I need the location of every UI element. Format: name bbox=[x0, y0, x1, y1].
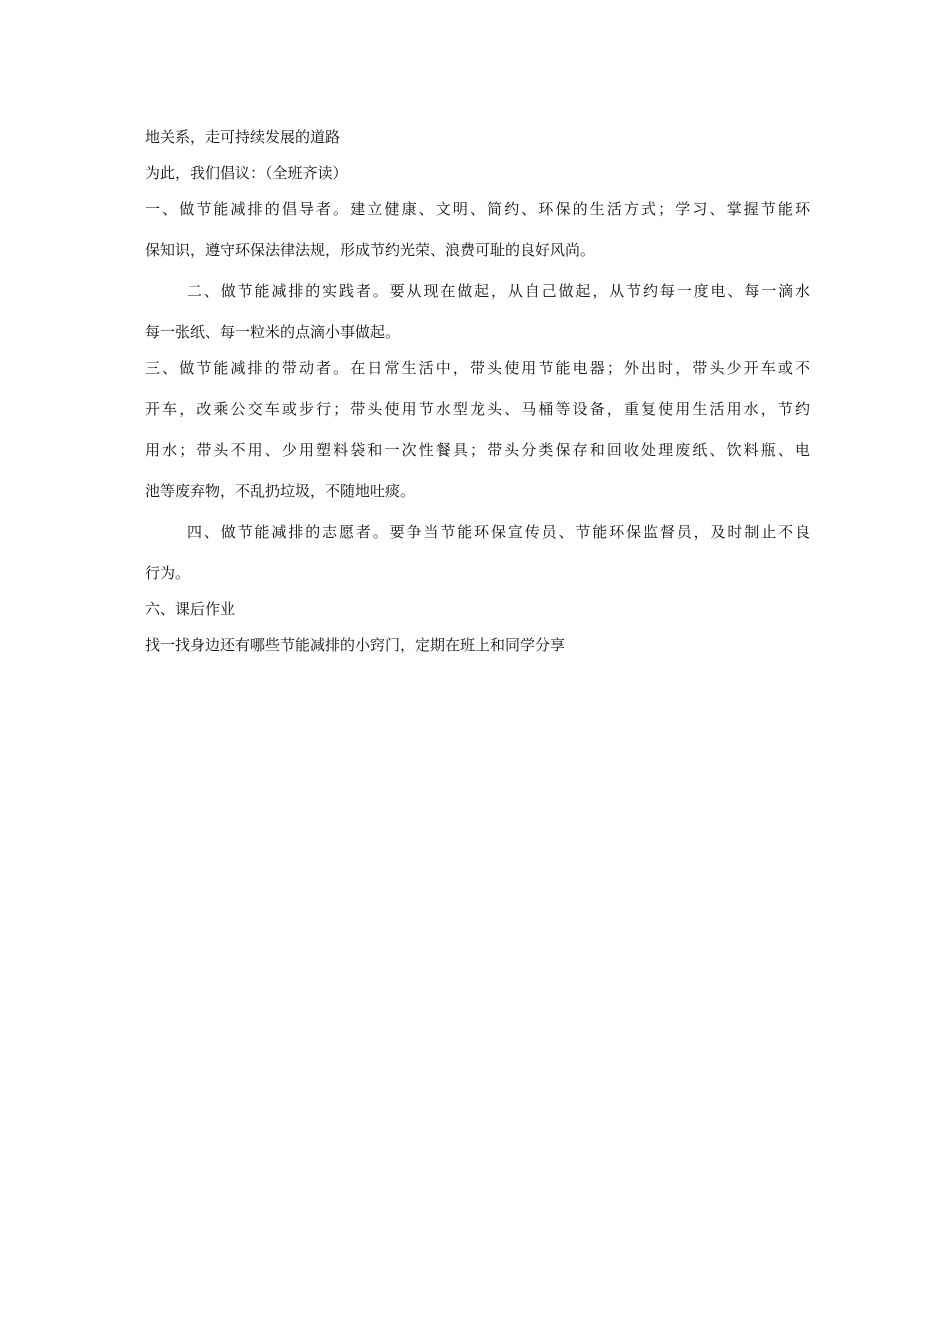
text-line-9: 用水；带头不用、少用塑料袋和一次性餐具；带头分类保存和回收处理废纸、饮料瓶、电 bbox=[145, 441, 810, 459]
text-line-2: 为此，我们倡议：（全班齐读） bbox=[145, 164, 348, 182]
text-line-7: 三、做节能减排的带动者。在日常生活中，带头使用节能电器；外出时，带头少开车或不 bbox=[145, 359, 810, 377]
text-line-14: 找一找身边还有哪些节能减排的小窍门，定期在班上和同学分享 bbox=[145, 636, 566, 654]
text-line-11: 四、做节能减排的志愿者。要争当节能环保宣传员、节能环保监督员，及时制止不良 bbox=[187, 523, 810, 541]
text-line-3: 一、做节能减排的倡导者。建立健康、文明、简约、环保的生活方式；学习、掌握节能环 bbox=[145, 200, 810, 218]
section-heading-homework: 六、课后作业 bbox=[145, 600, 236, 618]
text-line-6: 每一张纸、每一粒米的点滴小事做起。 bbox=[145, 323, 401, 341]
text-line-4: 保知识，遵守环保法律法规，形成节约光荣、浪费可耻的良好风尚。 bbox=[145, 241, 596, 259]
text-line-5: 二、做节能减排的实践者。要从现在做起，从自己做起，从节约每一度电、每一滴水 bbox=[187, 282, 810, 300]
text-line-1: 地关系，走可持续发展的道路 bbox=[145, 128, 341, 146]
text-line-8: 开车，改乘公交车或步行；带头使用节水型龙头、马桶等设备，重复使用生活用水，节约 bbox=[145, 400, 810, 418]
text-line-12: 行为。 bbox=[145, 564, 191, 582]
text-line-10: 池等废弃物，不乱扔垃圾，不随地吐痰。 bbox=[145, 482, 416, 500]
document-body bbox=[145, 124, 810, 658]
